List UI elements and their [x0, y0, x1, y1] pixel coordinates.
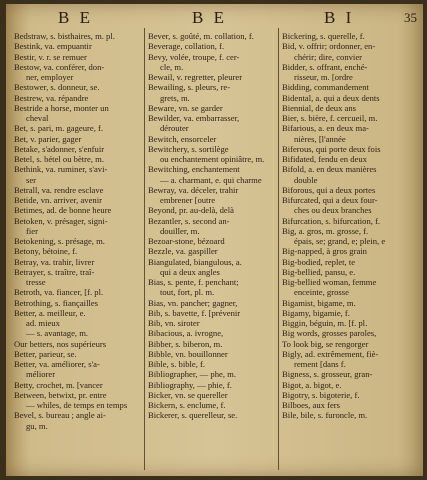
- entry-line: Bifold, a. en deux manières: [282, 164, 377, 175]
- entry-line: Bickern, s. enclume, f.: [148, 400, 226, 410]
- entry-line: dérouter: [160, 123, 189, 134]
- entry-line: embrener [outre: [160, 195, 216, 205]
- column-1-header: B E: [58, 8, 93, 27]
- page-header: [6, 8, 423, 30]
- entry-line: ner, employer: [26, 72, 74, 82]
- entry-line: Bestride a horse, monter un: [14, 102, 109, 113]
- entry-line: Bewitchery, s. sortilège: [148, 143, 229, 154]
- entry-line: Beyond, pr. au-delà, delà: [148, 205, 234, 216]
- entry-line: grets, m.: [160, 92, 190, 103]
- entry-line: Bible, s. bible, f.: [148, 359, 206, 369]
- entry-line: Big-bellied woman, femme: [282, 277, 377, 287]
- entry-line: qui a deux angles: [160, 266, 220, 277]
- entry-line: Bedstraw, s. bisthaires, m. pl.: [14, 31, 115, 41]
- entry-line: Bilboes, aux fers: [282, 400, 340, 410]
- entry-line: Bias, vn. pancher; gagner,: [148, 297, 238, 308]
- column-3-header: B I: [324, 8, 355, 27]
- entry-line: Bewilder, va. embarrasser,: [148, 113, 240, 123]
- entry-line: Big-bellied, pansu, e.: [282, 266, 356, 277]
- entry-line: Bidder, s. offrant, enché-: [282, 61, 368, 72]
- entry-line: Betrothing, s. fiançailles: [14, 297, 99, 308]
- entry-line: Betray, va. trahir, livrer: [14, 256, 95, 267]
- entry-line: Bigly, ad. extrêmement, fiè-: [282, 348, 379, 359]
- entry-line: Bestow, va. conférer, don-: [14, 61, 105, 72]
- entry-line: Bibacious, a. ivrogne,: [148, 328, 224, 339]
- entry-line: Bestir, v. r. se remuer: [14, 51, 87, 62]
- entry-line: Bevy, volée, troupe, f. cer-: [148, 51, 240, 62]
- entry-line: Bethink, va. ruminer, s'avi-: [14, 164, 108, 175]
- entry-line: Betoken, v. présager, signi-: [14, 215, 108, 226]
- entry-line: cheval: [26, 113, 49, 123]
- entry-line: Biferous, qui porte deux fois: [282, 143, 381, 154]
- entry-line: Bestink, va. empuantir: [14, 41, 92, 52]
- entry-line: Betrayer, s. traître, traî-: [14, 266, 95, 277]
- entry-line: Big words, grosses paroles,: [282, 328, 377, 339]
- page-number: 35: [404, 10, 417, 25]
- entry-line: Bewitching, enchantement: [148, 164, 240, 175]
- column-2: [148, 31, 280, 421]
- entry-line: enceinte, grosse: [294, 287, 349, 298]
- entry-line: Bibliographer, — phe, m.: [148, 369, 236, 380]
- entry-line: Bigot, a. bigot, e.: [282, 379, 342, 390]
- entry-line: cle, m.: [160, 61, 184, 72]
- column-3: [282, 31, 414, 421]
- entry-line: Bidental, a. qui a deux dents: [282, 92, 380, 103]
- entry-line: Bet, s. pari, m. gageure, f.: [14, 123, 104, 134]
- entry-line: ser: [26, 174, 37, 185]
- entry-line: Bewailing, s. pleurs, re-: [148, 82, 231, 93]
- entry-line: Bifurcated, qui a deux four-: [282, 195, 378, 205]
- entry-line: Bever, s. goûté, m. collation, f.: [148, 31, 254, 41]
- entry-line: Biggin, béguin, m. [f. pl.: [282, 318, 368, 328]
- entry-line: Bifurcation, s. bifurcation, f.: [282, 215, 381, 226]
- column-1: [14, 31, 146, 431]
- entry-line: Bewray, va. déceler, trahir: [148, 184, 239, 195]
- entry-line: Bigness, s. grosseur, gran-: [282, 369, 373, 380]
- entry-line: chérir; dire, convier: [294, 51, 362, 62]
- entry-line: Bid, v. offrir; ordonner, en-: [282, 41, 376, 52]
- entry-line: tresse: [26, 277, 46, 287]
- entry-line: Biangulated, biangulous, a.: [148, 256, 242, 267]
- entry-line: Bigamist, bigame, m.: [282, 297, 356, 308]
- entry-line: double: [294, 174, 318, 185]
- entry-line: Beware, vn. se garder: [148, 102, 223, 113]
- entry-line: Bier, s. bière, f. cercueil, m.: [282, 113, 378, 123]
- entry-line: Bifarious, a. en deux ma-: [282, 123, 369, 134]
- entry-line: ad. mieux: [26, 318, 60, 328]
- entry-line: Big-bodied, replet, te: [282, 256, 356, 267]
- entry-line: Betel, s. bétel ou bètre, m.: [14, 154, 104, 164]
- entry-line: ou enchantement opiniâtre, m.: [160, 154, 265, 164]
- entry-line: Betide, vn. arriver, avenir: [14, 195, 102, 205]
- entry-line: — a. charmant, e. qui charme: [160, 174, 262, 185]
- entry-line: Better, a. meilleur, e.: [14, 307, 86, 318]
- entry-line: Better, va. améliorer, s'a-: [14, 359, 100, 369]
- entry-line: Betokening, s. présage, m.: [14, 236, 105, 246]
- entry-line: Bigamy, bigamie, f.: [282, 307, 350, 318]
- entry-line: tout, fort, pl. m.: [160, 287, 215, 298]
- entry-line: To look big, se rengorger: [282, 338, 369, 349]
- entry-line: Bevel, s. bureau ; angle ai-: [14, 410, 106, 421]
- entry-line: Bestower, s. donneur, se.: [14, 82, 100, 93]
- entry-line: Bibliography, — phie, f.: [148, 379, 232, 390]
- entry-line: ches ou deux branches: [294, 205, 372, 216]
- entry-line: nières, [l'année: [294, 133, 346, 144]
- entry-line: Our betters, nos supérieurs: [14, 338, 107, 349]
- entry-line: Bifidated, fendu en deux: [282, 154, 367, 164]
- dictionary-page: [6, 4, 423, 476]
- entry-line: Big-napped, à gros grain: [282, 246, 367, 257]
- entry-line: Bestrew, va. répandre: [14, 92, 89, 103]
- entry-line: — s. avantage, m.: [26, 328, 89, 339]
- entry-line: Betroth, va. fiancer, [f. pl.: [14, 287, 104, 298]
- entry-line: Better, parieur, se.: [14, 348, 77, 359]
- entry-line: Bias, s. pente, f. penchant;: [148, 277, 239, 287]
- entry-line: Beverage, collation, f.: [148, 41, 225, 52]
- entry-line: Bibber, s. biberon, m.: [148, 338, 223, 349]
- entry-line: Biforous, qui a deux portes: [282, 184, 376, 195]
- entry-line: rement [dans f.: [294, 359, 346, 369]
- entry-line: Bicker, vn. se quereller: [148, 389, 228, 400]
- entry-line: Between, betwixt, pr. entre: [14, 389, 107, 400]
- entry-line: Bezantler, s. second an-: [148, 215, 230, 226]
- entry-line: fier: [26, 225, 38, 236]
- entry-line: Bet, v. parier, gager: [14, 133, 82, 144]
- entry-line: Betimes, ad. de bonne heure: [14, 205, 112, 216]
- entry-line: méliorer: [26, 369, 56, 380]
- entry-line: Bib, s. bavette, f. [prévenir: [148, 307, 241, 318]
- entry-line: Bewitch, ensorceler: [148, 133, 217, 144]
- entry-line: Bibble, vn. bouillonner: [148, 348, 228, 359]
- entry-line: Big, a. gros, m. grosse, f.: [282, 225, 369, 236]
- entry-line: Bigotry, s. bigoterie, f.: [282, 389, 360, 400]
- entry-line: Betake, s'adonner, s'enfuir: [14, 143, 105, 154]
- entry-line: Biennial, de deux ans: [282, 102, 356, 113]
- entry-line: Betty, crochet, m. [vancer: [14, 379, 103, 390]
- entry-line: douiller, m.: [160, 225, 200, 236]
- entry-line: Bib, vn. siroter: [148, 318, 200, 328]
- entry-line: Betony, bétoine, f.: [14, 246, 78, 257]
- entry-line: risseur, m. [ordre: [294, 72, 353, 82]
- entry-line: épais, se; grand, e; plein, e: [294, 236, 386, 246]
- entry-line: Bickerer, s. querelleur, se.: [148, 410, 238, 421]
- entry-line: Betrall, va. rendre esclave: [14, 184, 104, 195]
- entry-line: Bidding, commandement: [282, 82, 369, 93]
- entry-line: Bewail, v. regretter, pleurer: [148, 72, 243, 82]
- entry-line: Bezzle, va. gaspiller: [148, 246, 218, 257]
- entry-line: Bile, bile, s. furoncle, m.: [282, 410, 368, 421]
- entry-line: gu, m.: [26, 420, 48, 431]
- entry-line: — whiles, de temps en temps: [26, 400, 128, 410]
- column-2-header: B E: [192, 8, 227, 27]
- entry-line: Bickering, s. querelle, f.: [282, 31, 365, 41]
- entry-line: Bezoar-stone, bézoard: [148, 236, 225, 246]
